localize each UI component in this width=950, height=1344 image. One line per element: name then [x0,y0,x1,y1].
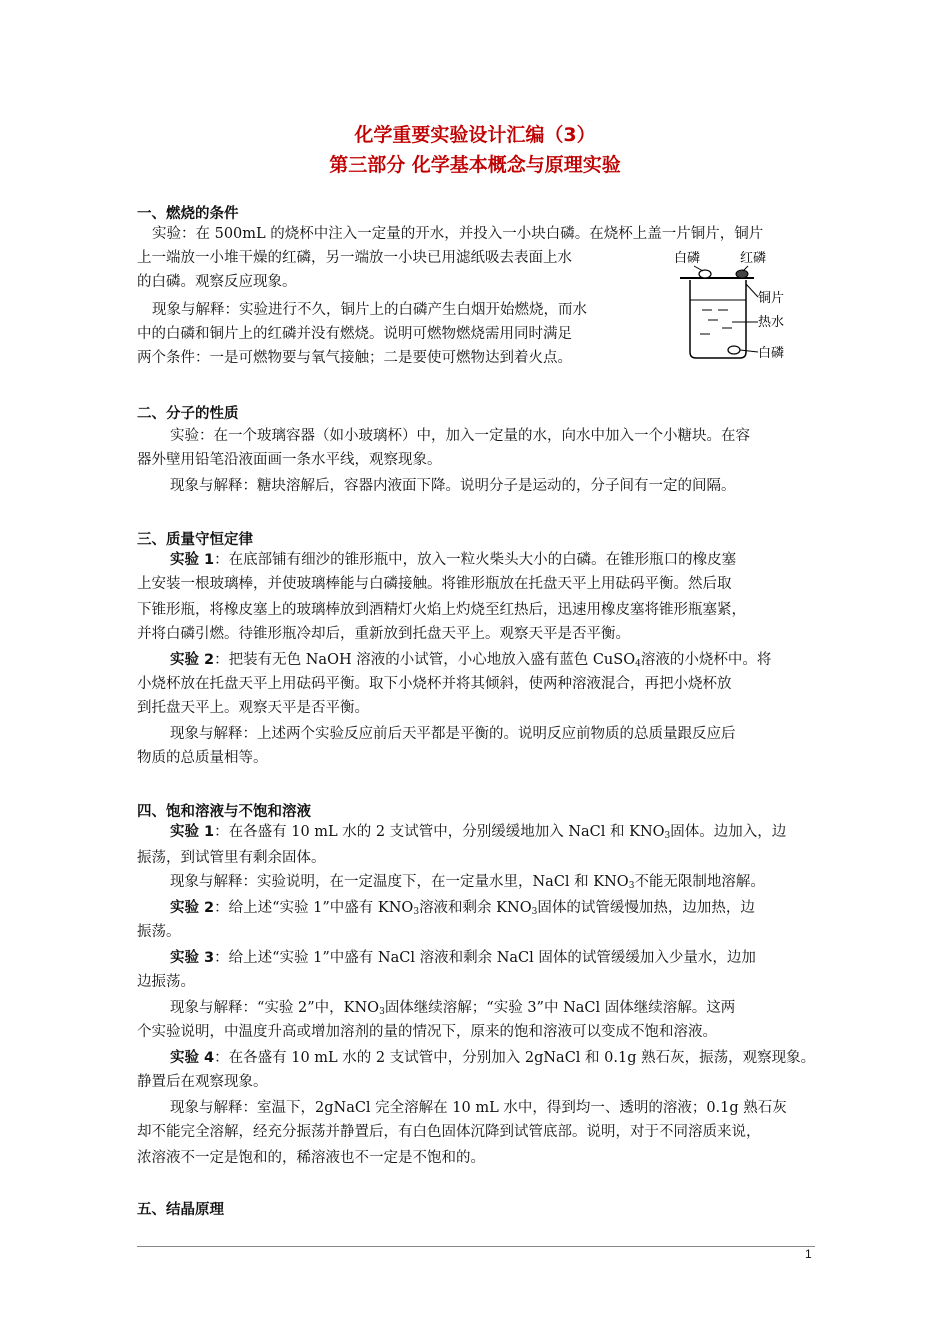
section-1-heading: 一、燃烧的条件 [137,206,239,222]
s4-exp3-label: 实验 3 [170,950,215,966]
s3-result-line-2: 物质的总质量相等。 [137,750,268,766]
label-copper-sheet: 铜片 [758,291,785,306]
white-phosphorus-in-water [728,346,740,354]
title-line-2: 第三部分 化学基本概念与原理实验 [329,154,621,176]
s3-exp1-line-3: 下锥形瓶，将橡皮塞上的玻璃棒放到酒精灯火焰上灼烧至红热后，迅速用橡皮塞将锥形瓶塞紧， [137,602,746,618]
s3-exp1-line-4: 并将白磷引燃。待锥形瓶冷却后，重新放到托盘天平上。观察天平是否平衡。 [137,626,630,642]
s1-line-4: 现象与解释：实验进行不久，铜片上的白磷产生白烟开始燃烧，而水 [152,302,587,318]
s4-exp4-line-2: 静置后在观察现象。 [137,1074,268,1090]
s4-result-2-line-2: 个实验说明，中温度升高或增加溶剂的量的情况下，原来的饱和溶液可以变成不饱和溶液。 [137,1024,717,1040]
s4-exp4-line-1: 实验 4：在各盛有 10 mL 水的 2 支试管中，分别加入 2gNaCl 和 0.1g 熟石灰，振荡，观察现象。 [170,1050,816,1066]
s4-exp2-line-1: 实验 2：给上述“实验 1”中盛有 $KNO_3$溶液和剩余 $KNO_3$固体的试管缓慢加热，边加热，边 [170,900,755,917]
label-red-phosphorus: 红磷 [740,251,767,266]
s2-line-2: 器外壁用铅笔沿液面画一条水平线，观察现象。 [137,452,442,468]
s2-line-1: 实验：在一个玻璃容器（如小玻璃杯）中，加入一定量的水，向水中加入一个小糖块。在容 [170,428,750,444]
s3-exp2-label: 实验 2 [170,652,215,668]
s1-line-1: 实验：在 500mL 的烧杯中注入一定量的开水，并投入一小块白磷。在烧杯上盖一片铜片，铜片 [152,226,764,242]
s4-exp2-label: 实验 2 [170,900,215,916]
s3-exp1-line-1: 实验 1：在底部铺有细沙的锥形瓶中，放入一粒火柴头大小的白磷。在锥形瓶口的橡皮塞 [170,552,737,568]
section-2-heading: 二、分子的性质 [137,406,239,422]
combustion-diagram [672,244,802,364]
s3-exp2-line-2: 小烧杯放在托盘天平上用砝码平衡。取下小烧杯并将其倾斜，使两种溶液混合，再把小烧杯放 [137,676,732,692]
s4-exp3-line-1: 实验 3：给上述“实验 1”中盛有 NaCl 溶液和剩余 NaCl 固体的试管缓缓加入少量水，边加 [170,950,756,966]
s1-line-3: 的白磷。观察反应现象。 [137,274,297,290]
s4-exp1-line-2: 振荡，到试管里有剩余固体。 [137,850,326,866]
label-white-phosphorus-top: 白磷 [674,251,701,266]
section-3-heading: 三、质量守恒定律 [137,532,253,548]
white-phosphorus-on-sheet [699,270,711,278]
s3-exp2-line-3: 到托盘天平上。观察天平是否平衡。 [137,700,369,716]
red-phosphorus-pile [736,270,748,278]
label-hot-water: 热水 [758,315,785,330]
label-white-phosphorus-bottom: 白磷 [758,346,785,361]
s1-line-6: 两个条件：一是可燃物要与氧气接触；二是要使可燃物达到着火点。 [137,350,572,366]
footer-divider [137,1246,815,1247]
s4-exp1-label: 实验 1 [170,824,215,840]
s4-result-3-line-1: 现象与解释：室温下，2gNaCl 完全溶解在 10 mL 水中，得到均一、透明的溶液；0.1g 熟石灰 [170,1100,787,1116]
s4-exp1-line-1: 实验 1：在各盛有 10 mL 水的 2 支试管中，分别缓缓地加入 NaCl 和 $KNO_3$固体。边加入，边 [170,824,787,841]
s4-result-2-line-1: 现象与解释：“实验 2”中，$KNO_3$固体继续溶解；“实验 3”中 NaCl 固体继续溶解。这两 [170,1000,736,1017]
s3-exp2-line-1: 实验 2：把装有无色 NaOH 溶液的小试管，小心地放入盛有蓝色 CuSO$_4$溶液的小烧杯中。将 [170,652,772,669]
section-5-heading: 五、结晶原理 [137,1202,224,1218]
s3-exp1-label: 实验 1 [170,552,215,568]
s4-result-3-line-2: 却不能完全溶解，经充分振荡并静置后，有白色固体沉降到试管底部。说明，对于不同溶质来说， [137,1124,761,1140]
s3-result-line-1: 现象与解释：上述两个实验反应前后天平都是平衡的。说明反应前物质的总质量跟反应后 [170,726,736,742]
s2-line-3: 现象与解释：糖块溶解后，容器内液面下降。说明分子是运动的，分子间有一定的间隔。 [170,478,736,494]
s1-line-2: 上一端放一小堆干燥的红磷，另一端放一小块已用滤纸吸去表面上水 [137,250,572,266]
page-number: 1 [805,1247,812,1261]
section-4-heading: 四、饱和溶液与不饱和溶液 [137,804,311,820]
s1-line-5: 中的白磷和铜片上的红磷并没有燃烧。说明可燃物燃烧需用同时满足 [137,326,572,342]
s4-result-3-line-3: 浓溶液不一定是饱和的，稀溶液也不一定是不饱和的。 [137,1150,485,1166]
s4-exp2-line-2: 振荡。 [137,924,181,940]
title-line-1: 化学重要实验设计汇编（3） [354,124,596,146]
s3-exp1-line-2: 上安装一根玻璃棒，并使玻璃棒能与白磷接触。将锥形瓶放在托盘天平上用砝码平衡。然后取 [137,576,732,592]
s4-result-1: 现象与解释：实验说明，在一定温度下，在一定量水里，NaCl 和 $KNO_3$不能无限制地溶解。 [170,874,765,891]
s4-exp4-label: 实验 4 [170,1050,215,1066]
s4-exp3-line-2: 边振荡。 [137,974,195,990]
